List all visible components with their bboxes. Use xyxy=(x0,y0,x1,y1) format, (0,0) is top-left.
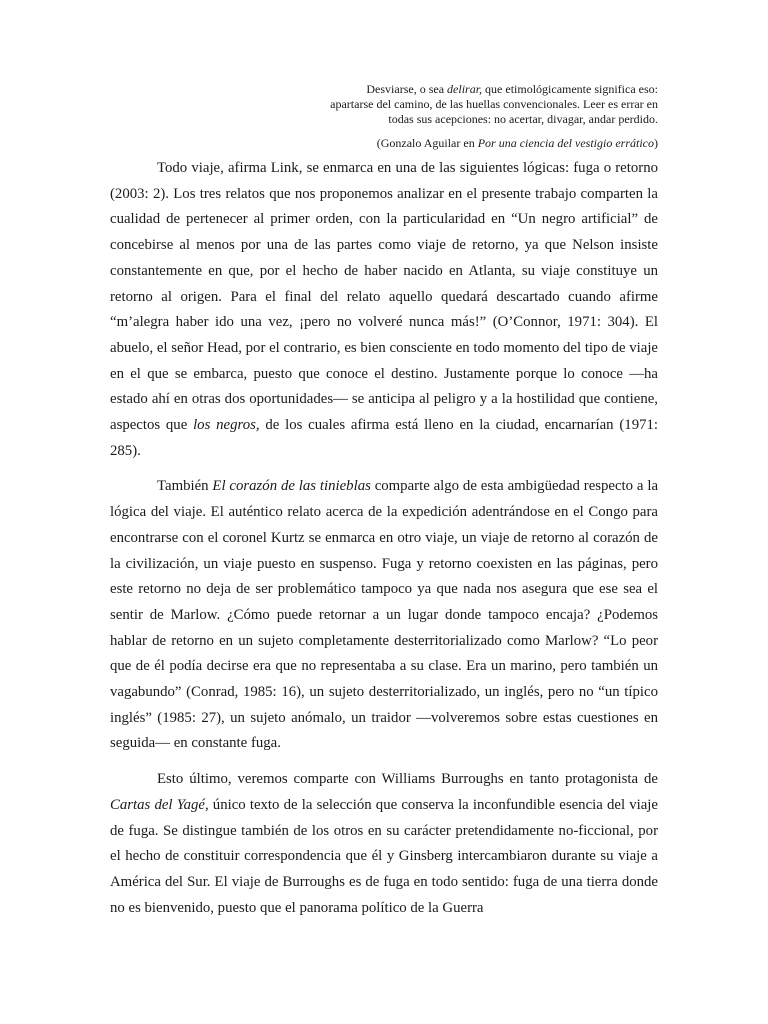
paragraph-1-emphasis: los negros, xyxy=(193,417,260,434)
paragraph-3-book-title: Cartas del Yagé, xyxy=(110,796,209,813)
epigraph-line-1: Desviarse, o sea delirar, que etimológicamente significa eso: xyxy=(366,82,658,96)
document-page xyxy=(110,82,658,921)
paragraph-1: Todo viaje, afirma Link, se enmarca en una de las siguientes lógicas: fuga o retorno (2003: 2). Los tres relatos que nos proponemos analizar en el presente trabajo comparten la cualidad de pertenecer al primer orden, con la particularidad en “Un negro artificial” de concebirse al menos por una de las partes como viaje de retorno, ya que Nelson insiste constantemente en que, por el hecho de haber nacido en Atlanta, su viaje constituye un retorno al origen. Para el final del relato aquello quedará descartado cuando afirme “m’alegra haber ido una vez, ¡pero no volveré nunca más!” (O’Connor, 1971: 304). El abuelo, el señor Head, por el contrario, es bien consciente en todo momento del tipo de viaje en el que se embarca, puesto que conoce el destino. Justamente porque lo conoce —ha estado ahí en otras dos oportunidades— se anticipa al peligro y a la hostilidad que contiene, aspectos que los negros, de los cuales afirma está lleno en la ciudad, encarnarían (1971: 285). xyxy=(110,160,658,459)
paragraph-3: Esto último, veremos comparte con Williams Burroughs en tanto protagonista de Cartas del Yagé, único texto de la selección que conserva la inconfundible esencia del viaje de fuga. Se distingue también de los otros en su carácter pretendidamente no-ficcional, por el hecho de constituir correspondencia que él y Ginsberg intercambiaron durante su viaje a América del Sur. El viaje de Burroughs es de fuga en todo sentido: fuga de una tierra donde no es bienvenido, puesto que el panorama político de la Guerra xyxy=(110,771,658,916)
paragraph-2-book-title: El corazón de las tinieblas xyxy=(212,478,371,495)
epigraph-source: (Gonzalo Aguilar en Por una ciencia del vestigio errático) xyxy=(376,136,658,150)
epigraph-line-2: apartarse del camino, de las huellas convencionales. Leer es errar en xyxy=(330,97,658,111)
source-title: Por una ciencia del vestigio errático xyxy=(477,136,654,150)
epigraph-line-3: todas sus acepciones: no acertar, divagar, andar perdido. xyxy=(388,112,658,126)
epigraph xyxy=(110,82,658,127)
paragraph-2: También El corazón de las tinieblas comparte algo de esta ambigüedad respecto a la lógica del viaje. El auténtico relato acerca de la expedición adentrándose en el Congo para encontrarse con el coronel Kurtz se enmarca en otro viaje, un viaje de retorno al corazón de la civilización, un viaje puesto en suspenso. Fuga y retorno coexisten en las páginas, pero este retorno no deja de ser problemático tampoco ya que nada nos asegura que ese sea el sentir de Marlow. ¿Cómo puede retornar a un lugar donde tampoco encaja? ¿Podemos hablar de retorno en un sujeto completamente desterritorializado como Marlow? “Lo peor que de él podía decirse era que no representaba a su clase. Era un marino, pero también un vagabundo” (Conrad, 1985: 16), un sujeto desterritorializado, un inglés, pero no “un típico inglés” (1985: 27), un sujeto anómalo, un traidor —volveremos sobre estas cuestiones en seguida— en constante fuga. xyxy=(110,478,659,752)
epigraph-emphasis: delirar, xyxy=(447,82,483,96)
